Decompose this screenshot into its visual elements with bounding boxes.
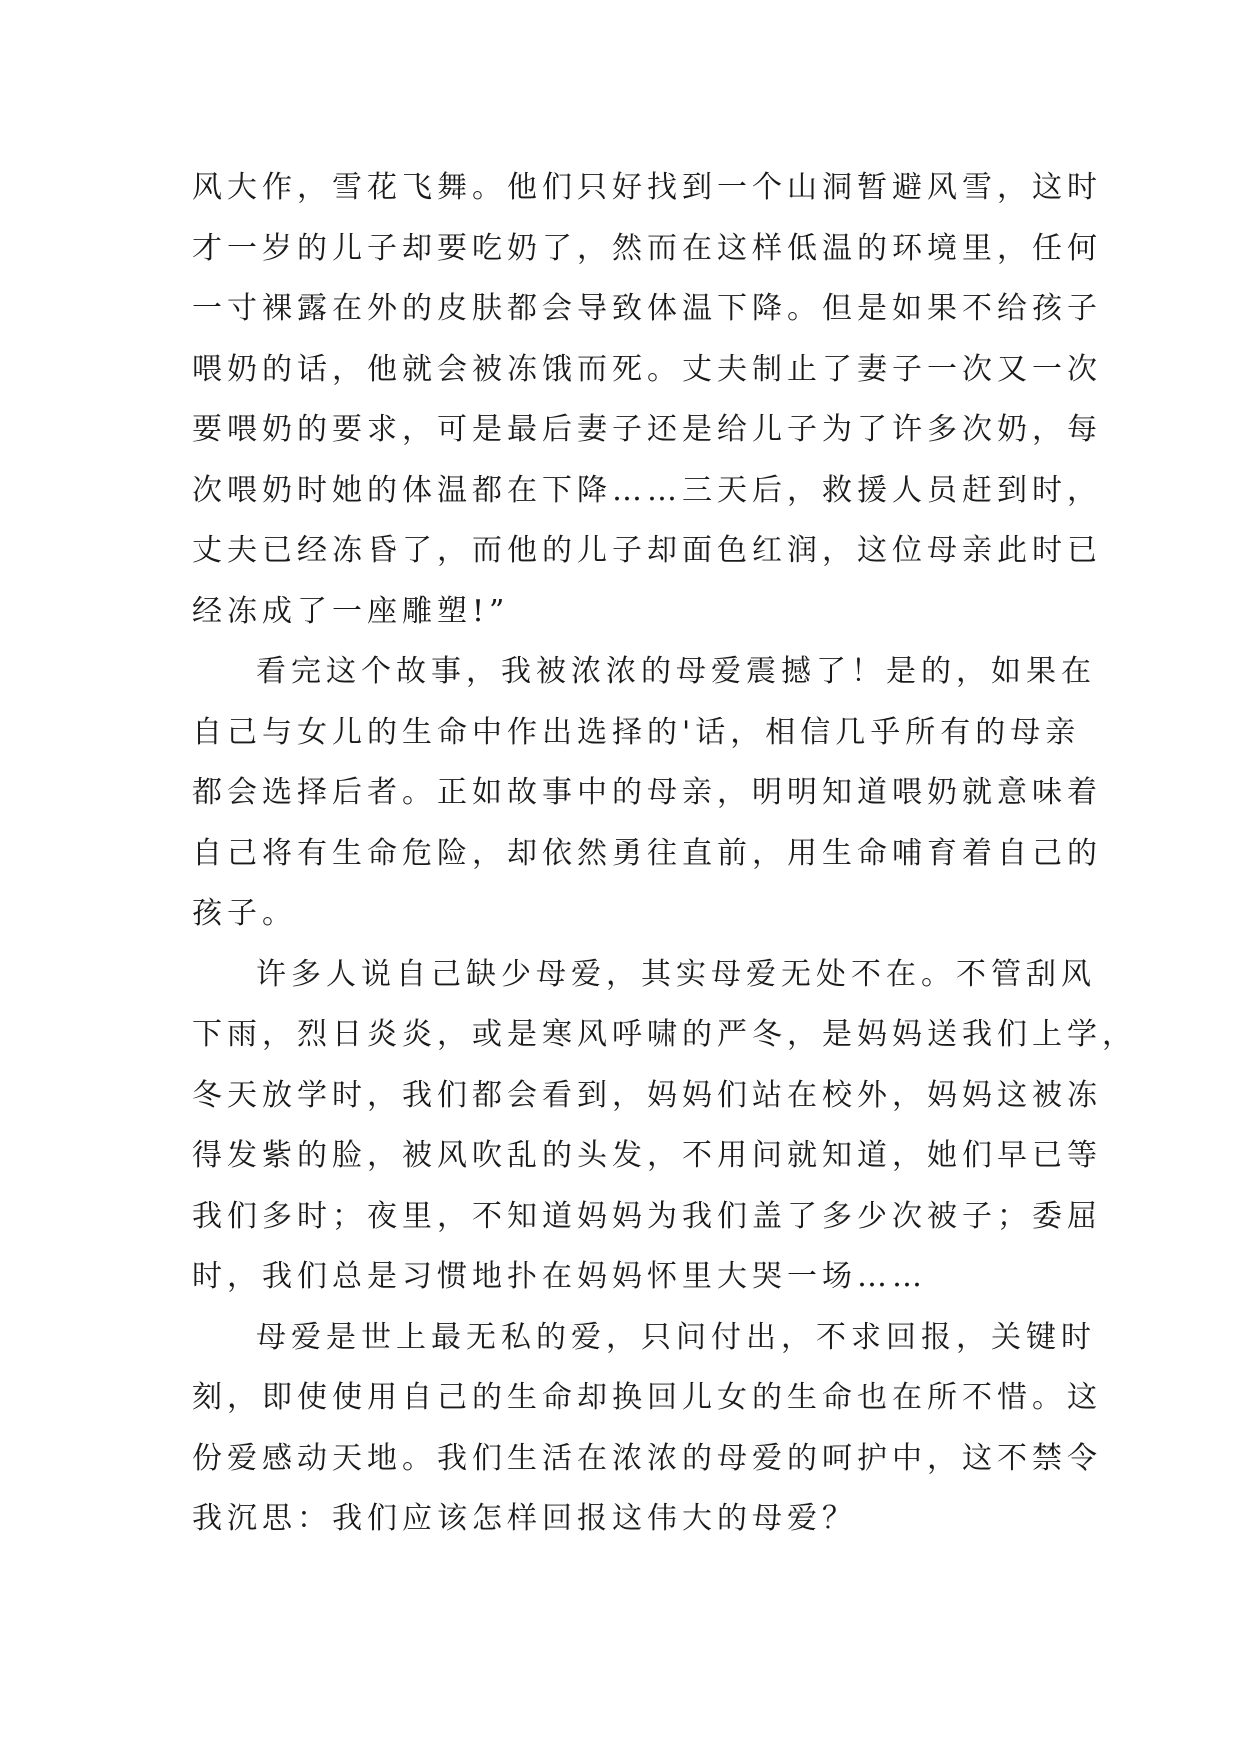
text-line: 冬天放学时，我们都会看到，妈妈们站在校外，妈妈这被冻 bbox=[192, 1077, 1102, 1113]
text-line: 得发紫的脸，被风吹乱的头发，不用问就知道，她们早已等 bbox=[192, 1138, 1102, 1173]
text-line: 次喂奶时她的体温都在下降……三天后，救援人员赶到时， bbox=[192, 472, 1102, 508]
text-line: 我们多时；夜里，不知道妈妈为我们盖了多少次被子；委屈 bbox=[192, 1198, 1102, 1234]
text-line: 自己将有生命危险，却依然勇往直前，用生命哺育着自己的 bbox=[192, 835, 1102, 871]
text-line: 丈夫已经冻昏了，而他的儿子却面色红润，这位母亲此时已 bbox=[192, 533, 1102, 568]
text-line: 我沉思：我们应该怎样回报这伟大的母爱？ bbox=[192, 1501, 857, 1536]
paragraph-first-line: 看完这个故事，我被浓浓的母爱震撼了！是的，如果在 bbox=[256, 654, 1096, 689]
text-line: 风大作，雪花飞舞。他们只好找到一个山洞暂避风雪，这时 bbox=[192, 170, 1102, 205]
text-line: 时，我们总是习惯地扑在妈妈怀里大哭一场…… bbox=[192, 1259, 927, 1294]
paragraph-first-line: 母爱是世上最无私的爱，只问付出，不求回报，关键时 bbox=[256, 1319, 1096, 1355]
text-line: 要喂奶的要求，可是最后妻子还是给儿子为了许多次奶，每 bbox=[192, 412, 1102, 447]
text-line: 喂奶的话，他就会被冻饿而死。丈夫制止了妻子一次又一次 bbox=[192, 351, 1102, 387]
text-line: 一寸裸露在外的皮肤都会导致体温下降。但是如果不给孩子 bbox=[192, 291, 1102, 326]
text-line: 才一岁的儿子却要吃奶了，然而在这样低温的环境里，任何 bbox=[192, 230, 1102, 266]
text-line: 刻，即使使用自己的生命却换回儿女的生命也在所不惜。这 bbox=[192, 1380, 1102, 1415]
text-line: 经冻成了一座雕塑!” bbox=[192, 593, 510, 629]
document-body bbox=[192, 158, 1137, 1550]
paragraph-first-line: 许多人说自己缺少母爱，其实母爱无处不在。不管刮风 bbox=[256, 956, 1096, 992]
text-line: 份爱感动天地。我们生活在浓浓的母爱的呵护中，这不禁令 bbox=[192, 1440, 1102, 1476]
text-line: 都会选择后者。正如故事中的母亲，明明知道喂奶就意味着 bbox=[192, 775, 1102, 810]
text-line: 下雨，烈日炎炎，或是寒风呼啸的严冬，是妈妈送我们上学， bbox=[192, 1017, 1137, 1052]
text-line: 自己与女儿的生命中作出选择的'话，相信几乎所有的母亲 bbox=[192, 714, 1081, 750]
text-line: 孩子。 bbox=[192, 896, 297, 931]
